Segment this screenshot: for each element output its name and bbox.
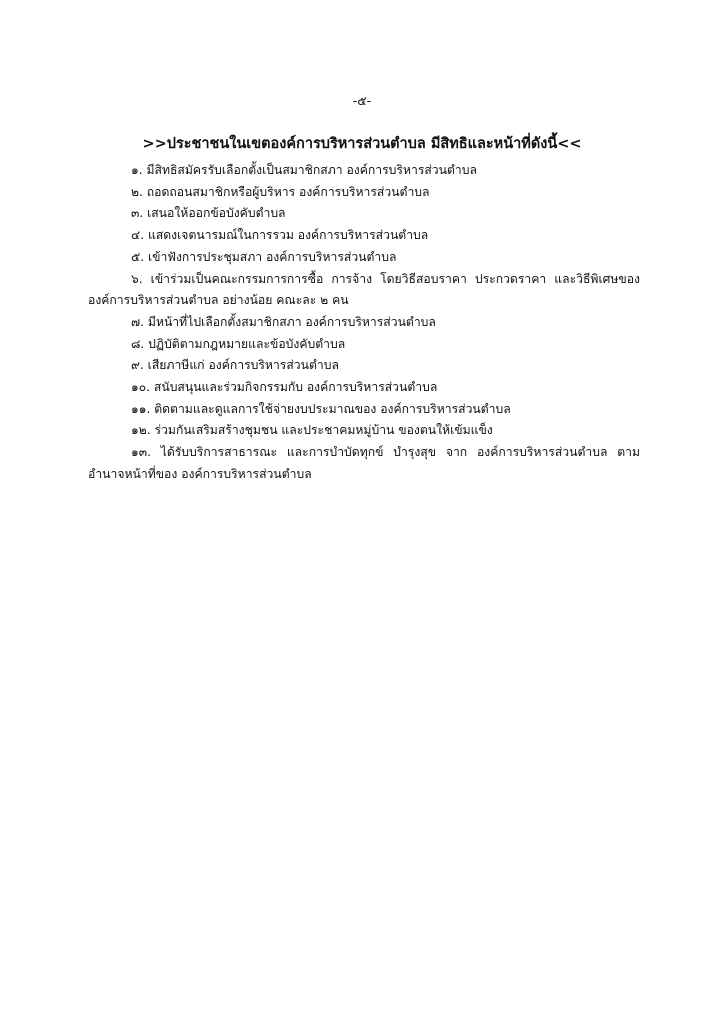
list-item: ๓. เสนอให้ออกข้อบังคับตำบล — [131, 206, 286, 221]
list-item: ๑๐. สนับสนุนและร่วมกิจกรรมกับ องค์การบริหารส่วนตำบล — [131, 380, 438, 395]
list-item: ๑. มีสิทธิสมัครรับเลือกตั้งเป็นสมาชิกสภา องค์การบริหารส่วนตำบล — [131, 163, 477, 177]
list-item: ๔. แสดงเจตนารมณ์ในการรวม องค์การบริหารส่วนตำบล — [131, 228, 429, 243]
list-item: ๑๑. ติดตามและดูแลการใช้จ่ายงบประมาณของ องค์การบริหารส่วนตำบล — [131, 401, 511, 416]
rights-and-duties-list — [88, 160, 640, 486]
list-item: ๑๓. ได้รับบริการสาธารณะ และการบำบัดทุกข์ บำรุงสุข จาก องค์การบริหารส่วนตำบล ตามอำนาจหน้าที่ของ องค์การบริหารส่วนตำบล — [88, 445, 640, 481]
list-item: ๖. เข้าร่วมเป็นคณะกรรมการการซื้อ การจ้าง โดยวิธีสอบราคา ประกวดราคา และวิธีพิเศษของ องค์การบริหารส่วนตำบล อย่างน้อย คณะละ ๒ คน — [88, 271, 640, 308]
list-item: ๙. เสียภาษีแก่ องค์การบริหารส่วนตำบล — [131, 358, 339, 373]
list-item: ๕. เข้าฟังการประชุมสภา องค์การบริหารส่วนตำบล — [131, 249, 397, 264]
list-item: ๒. ถอดถอนสมาชิกหรือผู้บริหาร องค์การบริหารส่วนตำบล — [131, 184, 430, 199]
list-item: ๘. ปฏิบัติตามกฎหมายและข้อบังคับตำบล — [131, 336, 346, 351]
section-heading: >>ประชาชนในเขตองค์การบริหารส่วนตำบล มีสิทธิและหน้าที่ดังนี้<< — [142, 136, 582, 152]
list-item: ๗. มีหน้าที่ไปเลือกตั้งสมาชิกสภา องค์การบริหารส่วนตำบล — [131, 314, 436, 329]
list-item: ๑๒. ร่วมกันเสริมสร้างชุมชน และประชาคมหมู่บ้าน ของตนให้เข้มแข็ง — [131, 423, 493, 438]
page-number: -๕- — [352, 93, 372, 108]
